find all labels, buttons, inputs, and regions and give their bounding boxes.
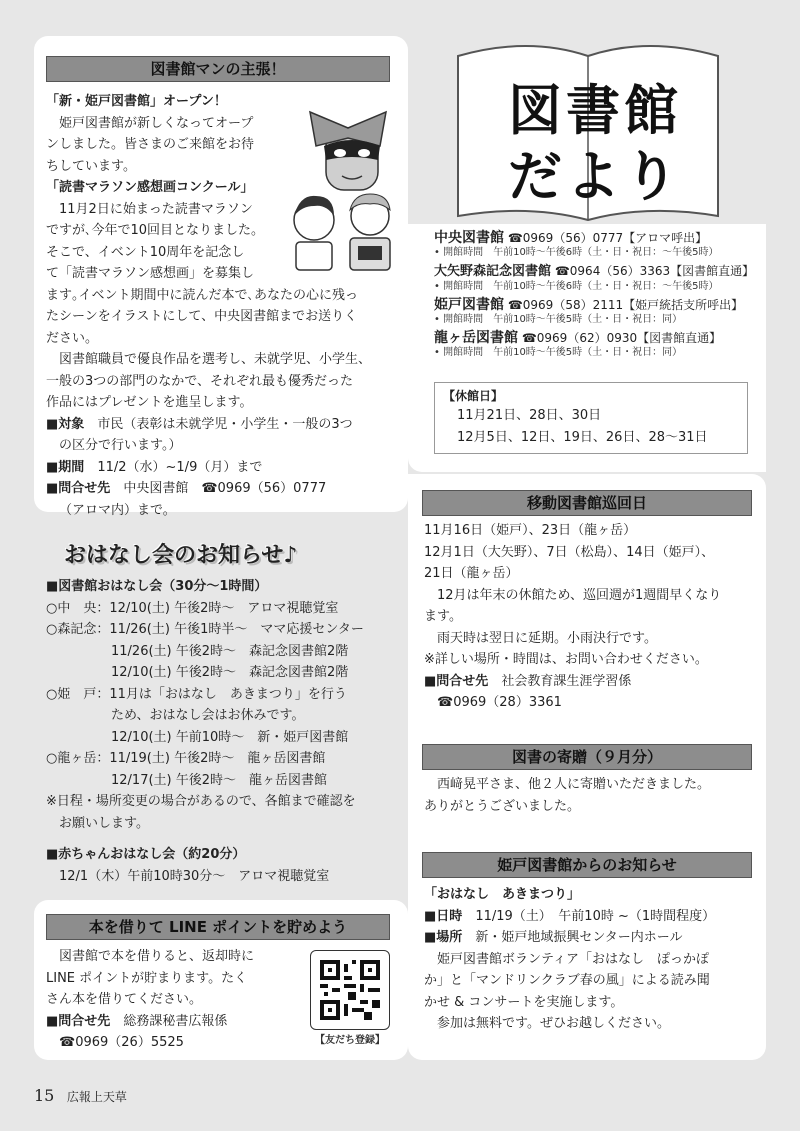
qr-code [320, 960, 380, 1020]
library-central [434, 230, 764, 259]
contest-text-4: て「読書マラソン感想画」を募集し [46, 266, 255, 281]
line-points-text-3: さん本を借りてください。 [46, 992, 203, 1007]
mobile-library-panel [408, 474, 766, 1060]
donation-text-1: 西﨑晃平さま、他２人に寄贈いただきました。 [437, 777, 711, 792]
selection-text-2: 一般の3つの部門のなかで、それぞれ最も優秀だった [46, 373, 354, 389]
mobile-note-2: ます。 [424, 609, 462, 624]
baby-storytime-heading: ■ 赤ちゃんおはなし会（約20分） [46, 844, 406, 866]
mobile-contact-phone: ☎0969（28）3361 [437, 695, 562, 710]
footer [34, 1086, 127, 1105]
storytime-line-2: ○森記念：11/26(土) 午後1時半～ ママ応援センター [46, 622, 364, 637]
target-value: 市民（表彰は未就学児・小学生・一般の3つ [97, 416, 353, 432]
new-library-text-2: ンしました。皆さまのご来館をお待 [46, 137, 255, 152]
storytime-section [34, 532, 408, 882]
himedo-date-value: 11/19（土） 午前10時 ~（1時間程度） [475, 908, 716, 924]
contest-text-6: たシーンをイラストにして、中央図書館までお送りく [46, 309, 358, 324]
donation-text-2: ありがとうございました。 [424, 798, 581, 814]
closed-days-line-1: 11月21日、28日、30日 [457, 408, 602, 423]
new-library-text-1: 姫戸図書館が新しくなってオープ [59, 115, 254, 131]
contact-value-2: （アロマ内）まで。 [59, 502, 176, 518]
himedo-date-label: ■ 日時 [424, 909, 462, 924]
storytime-note-2: お願いします。 [59, 815, 149, 831]
contest-text-5: ます｡イベント期間中に読んだ本で､あなたの心に残っ [46, 287, 359, 303]
mobile-schedule-1: 11月16日（姫戸）、23日（龍ヶ岳） [424, 523, 637, 538]
storytime-line-8: ○龍ヶ岳：11/19(土) 午後2時～ 龍ヶ岳図書館 [46, 751, 326, 766]
storytime-title: おはなし会のお知らせ♪ [64, 543, 298, 568]
mobile-schedule-2: 12月1日（大矢野）、7日（松島）、14日（姫戸）、 [424, 544, 715, 560]
library-name: 中央図書館 [434, 230, 504, 246]
storytime-line-5: ○姫 戸：11月は「おはなし あきまつり」を行う [46, 686, 347, 702]
library-ryugatake [434, 330, 764, 359]
himedo-text-2: か」と「マンドリンクラブ春の風」による読み聞 [424, 973, 710, 988]
target-label: ■ 対象 [46, 417, 84, 432]
target-value-2: の区分で行います。） [59, 438, 182, 453]
closed-days-label: 【休館日】 [443, 389, 504, 403]
library-hours: • 開館時間 午前10時～午後6時（土・日・祝日：～午後5時） [434, 247, 719, 258]
himedo-event-title: 「おはなし あきまつり」 [424, 887, 581, 902]
storytime-line-9: 12/17(土) 午後2時～ 龍ヶ岳図書館 [46, 772, 328, 788]
line-points-text-1: 図書館で本を借りると、返却時に [59, 949, 255, 964]
storytime-note-1: ※日程・場所変更の場合があるので、各館まで確認を [46, 794, 356, 809]
contact-value: 中央図書館 ☎0969（56）0777 [123, 481, 327, 496]
mobile-inquiry-note: ※詳しい場所・時間は、お問い合わせください。 [424, 652, 708, 667]
publication-name: 広報上天草 [66, 1090, 127, 1104]
library-note: 【図書館直通】 [670, 264, 755, 278]
library-phone: ☎0964（56）3363 [554, 264, 671, 278]
subheading-new-library: 「新・姫戸図書館」オープン！ [46, 94, 227, 109]
mobile-library-heading: 移動図書館巡回日 [422, 490, 752, 516]
library-name: 龍ヶ岳図書館 [434, 330, 518, 346]
line-contact-label: ■ 問合せ先 [46, 1014, 110, 1029]
library-phone: ☎0969（58）2111 [507, 298, 624, 312]
library-name: 大矢野森記念図書館 [434, 264, 552, 279]
contest-text-7: ださい。 [46, 330, 99, 346]
contest-text-2: ですが､今年で10回目となりました。 [46, 223, 265, 238]
storytime-line-6: ため、おはなし会はお休みです。 [46, 708, 305, 723]
header-title-1: 図書館 [508, 79, 682, 142]
library-note: 【アロマ呼出】 [623, 231, 708, 245]
line-points-heading: 本を借りて LINE ポイントを貯めよう [46, 914, 390, 940]
library-man-heading: 図書館マンの主張！ [46, 56, 390, 82]
himedo-text-1: 姫戸図書館ボランティア「おはなし ぽっかぽ [437, 951, 709, 967]
new-library-text-3: ちしています。 [46, 158, 136, 174]
line-contact-phone: ☎0969（26）5525 [59, 1035, 184, 1050]
library-note: 【姫戸統括支所呼出】 [623, 298, 744, 312]
himedo-place-value: 新・姫戸地域振興センター内ホール [475, 930, 683, 945]
library-note: 【図書館直通】 [637, 331, 722, 345]
library-phone: ☎0969（62）0930 [521, 331, 638, 345]
storytime-line-1: ○中 央：12/10(土) 午後2時～ アロマ視聴覚室 [46, 600, 339, 616]
storytime-sub1: ■ 図書館おはなし会（30分～1時間） [46, 576, 406, 598]
library-hours: • 開館時間 午前10時～午後5時（土・日・祝日：同） [434, 314, 683, 325]
library-oyano [434, 263, 764, 293]
contest-text-3: そこで、イベント10周年を記念し [46, 244, 245, 260]
mobile-schedule-3: 21日（龍ヶ岳） [424, 566, 519, 581]
mobile-contact-label: ■ 問合せ先 [424, 674, 488, 689]
period-value: 11/2（水）~1/9（月）まで [97, 459, 263, 475]
qr-code-frame[interactable] [310, 950, 390, 1030]
closed-days-line-2: 12月5日、12日、19日、26日、28～31日 [457, 429, 708, 445]
himedo-place-label: ■ 場所 [424, 930, 462, 945]
closed-days-box [434, 382, 748, 454]
library-name: 姫戸図書館 [434, 297, 504, 313]
library-man-panel [34, 36, 408, 518]
page-number: 15 [34, 1086, 55, 1105]
library-phone: ☎0969（56）0777 [507, 231, 624, 245]
qr-caption: 【友だち登録】 [315, 1035, 385, 1046]
storytime-line-3: 11/26(土) 午後2時～ 森記念図書館2階 [46, 643, 349, 659]
mobile-contact-value: 社会教育課生涯学習係 [501, 673, 632, 689]
period-label: ■ 期間 [46, 460, 84, 475]
himedo-news-heading: 姫戸図書館からのお知らせ [422, 852, 752, 878]
selection-text-1: 図書館職員で優良作品を選考し、未就学児、小学生、 [59, 352, 372, 367]
library-himedo [434, 297, 764, 326]
line-contact-value: 総務課秘書広報係 [123, 1013, 228, 1029]
mobile-rain-note: 雨天時は翌日に延期。小雨決行です。 [437, 630, 657, 646]
line-points-panel [34, 900, 408, 1060]
line-points-text-2: LINE ポイントが貯まります。たく [46, 970, 248, 986]
contact-label: ■ 問合せ先 [46, 481, 110, 496]
storytime-line-7: 12/10(土) 午前10時～ 新・姫戸図書館 [46, 729, 349, 745]
library-hours: • 開館時間 午前10時～午後5時（土・日・祝日：同） [434, 347, 683, 358]
himedo-free-note: 参加は無料です。ぜひお越しください。 [437, 1016, 670, 1031]
library-hours: • 開館時間 午前10時～午後6時（土・日・祝日：～午後5時） [434, 281, 719, 292]
contest-text-1: 11月2日に始まった読書マラソン [59, 201, 253, 217]
mobile-note-1: 12月は年末の休館ため、巡回週が1週間早くなり [437, 587, 722, 603]
himedo-text-3: かせ & コンサートを実施します。 [424, 994, 624, 1010]
header-book-shape [408, 36, 766, 472]
baby-storytime-detail: 12/1（木）午前10時30分～ アロマ視聴覚室 [59, 868, 330, 884]
storytime-line-4: 12/10(土) 午後2時～ 森記念図書館2階 [46, 665, 349, 680]
header-title-2: だより [508, 145, 682, 208]
donation-heading: 図書の寄贈（９月分） [422, 744, 752, 770]
library-man-illustration [290, 98, 398, 272]
subheading-contest: 「読書マラソン感想画コンクール」 [46, 180, 254, 195]
selection-text-3: 作品にはプレゼントを進呈します。 [46, 395, 253, 410]
